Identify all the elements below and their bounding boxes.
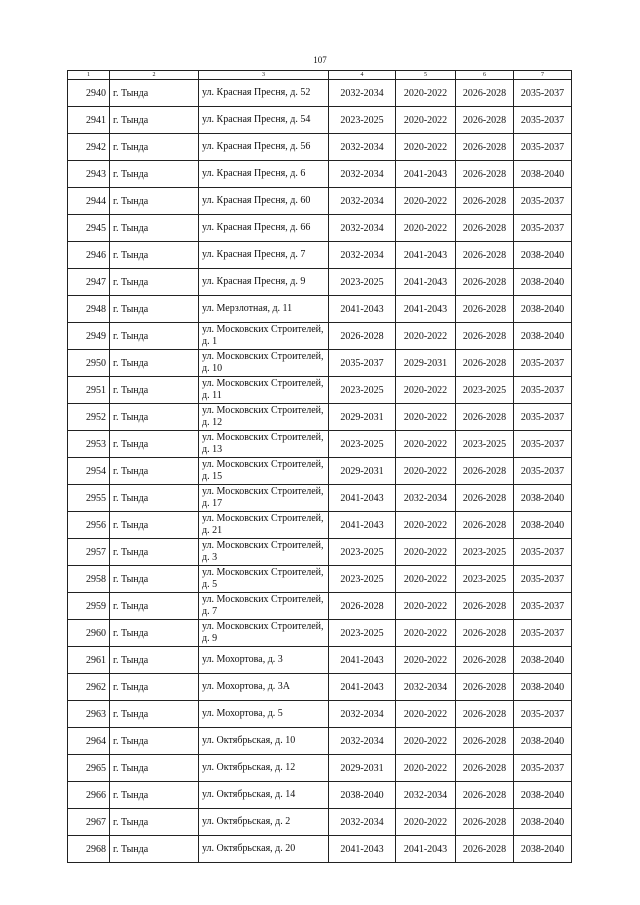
table-row: [68, 404, 572, 431]
period-cell: 2026-2028: [456, 80, 514, 107]
row-number: 2959: [68, 593, 110, 620]
period-cell: 2023-2025: [329, 269, 396, 296]
period-cell: 2038-2040: [514, 647, 572, 674]
address-cell: ул. Красная Пресня, д. 56: [199, 134, 329, 161]
period-cell: 2026-2028: [456, 350, 514, 377]
period-cell: 2026-2028: [456, 809, 514, 836]
table-row: [68, 755, 572, 782]
period-cell: 2041-2043: [396, 836, 456, 863]
column-header: 5: [396, 71, 456, 80]
column-header: 3: [199, 71, 329, 80]
period-cell: 2020-2022: [396, 755, 456, 782]
period-cell: 2029-2031: [329, 458, 396, 485]
period-cell: 2035-2037: [514, 431, 572, 458]
period-cell: 2026-2028: [456, 701, 514, 728]
period-cell: 2032-2034: [329, 242, 396, 269]
city-cell: г. Тында: [110, 701, 199, 728]
city-cell: г. Тында: [110, 269, 199, 296]
period-cell: 2026-2028: [456, 296, 514, 323]
period-cell: 2023-2025: [329, 539, 396, 566]
period-cell: 2035-2037: [514, 701, 572, 728]
address-cell: ул. Красная Пресня, д. 7: [199, 242, 329, 269]
row-number: 2962: [68, 674, 110, 701]
row-number: 2958: [68, 566, 110, 593]
period-cell: 2020-2022: [396, 647, 456, 674]
address-cell: ул. Октябрьская, д. 12: [199, 755, 329, 782]
period-cell: 2023-2025: [456, 566, 514, 593]
city-cell: г. Тында: [110, 161, 199, 188]
period-cell: 2041-2043: [329, 674, 396, 701]
period-cell: 2029-2031: [396, 350, 456, 377]
address-cell: ул. Мохортова, д. 5: [199, 701, 329, 728]
period-cell: 2032-2034: [329, 809, 396, 836]
period-cell: 2035-2037: [514, 620, 572, 647]
period-cell: 2035-2037: [514, 350, 572, 377]
row-number: 2960: [68, 620, 110, 647]
period-cell: 2038-2040: [514, 485, 572, 512]
period-cell: 2026-2028: [456, 134, 514, 161]
row-number: 2954: [68, 458, 110, 485]
city-cell: г. Тында: [110, 620, 199, 647]
period-cell: 2038-2040: [514, 728, 572, 755]
period-cell: 2026-2028: [456, 620, 514, 647]
period-cell: 2026-2028: [456, 242, 514, 269]
table-row: [68, 242, 572, 269]
period-cell: 2026-2028: [329, 593, 396, 620]
city-cell: г. Тында: [110, 323, 199, 350]
city-cell: г. Тында: [110, 593, 199, 620]
row-number: 2952: [68, 404, 110, 431]
period-cell: 2026-2028: [456, 755, 514, 782]
period-cell: 2026-2028: [456, 485, 514, 512]
city-cell: г. Тында: [110, 350, 199, 377]
address-cell: ул. Московских Строителей, д. 13: [199, 431, 329, 458]
period-cell: 2041-2043: [329, 836, 396, 863]
period-cell: 2032-2034: [396, 485, 456, 512]
city-cell: г. Тында: [110, 512, 199, 539]
column-header: 6: [456, 71, 514, 80]
period-cell: 2032-2034: [329, 188, 396, 215]
period-cell: 2035-2037: [329, 350, 396, 377]
period-cell: 2032-2034: [329, 161, 396, 188]
city-cell: г. Тында: [110, 566, 199, 593]
period-cell: 2023-2025: [329, 431, 396, 458]
period-cell: 2020-2022: [396, 80, 456, 107]
period-cell: 2038-2040: [514, 269, 572, 296]
address-cell: ул. Московских Строителей, д. 10: [199, 350, 329, 377]
city-cell: г. Тында: [110, 242, 199, 269]
period-cell: 2032-2034: [329, 728, 396, 755]
period-cell: 2020-2022: [396, 458, 456, 485]
row-number: 2940: [68, 80, 110, 107]
period-cell: 2035-2037: [514, 215, 572, 242]
table-row: [68, 458, 572, 485]
table-row: [68, 836, 572, 863]
period-cell: 2026-2028: [456, 161, 514, 188]
period-cell: 2023-2025: [456, 539, 514, 566]
table-row: [68, 593, 572, 620]
period-cell: 2041-2043: [329, 296, 396, 323]
period-cell: 2041-2043: [396, 296, 456, 323]
period-cell: 2020-2022: [396, 566, 456, 593]
period-cell: 2035-2037: [514, 458, 572, 485]
period-cell: 2026-2028: [456, 323, 514, 350]
row-number: 2947: [68, 269, 110, 296]
period-cell: 2038-2040: [514, 161, 572, 188]
row-number: 2944: [68, 188, 110, 215]
city-cell: г. Тында: [110, 647, 199, 674]
period-cell: 2020-2022: [396, 134, 456, 161]
period-cell: 2041-2043: [329, 647, 396, 674]
period-cell: 2026-2028: [456, 269, 514, 296]
period-cell: 2020-2022: [396, 107, 456, 134]
address-cell: ул. Московских Строителей, д. 3: [199, 539, 329, 566]
period-cell: 2026-2028: [456, 674, 514, 701]
period-cell: 2035-2037: [514, 377, 572, 404]
period-cell: 2020-2022: [396, 188, 456, 215]
period-cell: 2035-2037: [514, 188, 572, 215]
address-cell: ул. Московских Строителей, д. 1: [199, 323, 329, 350]
table-row: [68, 269, 572, 296]
period-cell: 2020-2022: [396, 593, 456, 620]
table-row: [68, 107, 572, 134]
city-cell: г. Тында: [110, 809, 199, 836]
period-cell: 2035-2037: [514, 134, 572, 161]
period-cell: 2032-2034: [329, 701, 396, 728]
period-cell: 2026-2028: [329, 323, 396, 350]
table-row: [68, 566, 572, 593]
period-cell: 2029-2031: [329, 755, 396, 782]
city-cell: г. Тында: [110, 755, 199, 782]
period-cell: 2026-2028: [456, 782, 514, 809]
row-number: 2953: [68, 431, 110, 458]
column-header: 1: [68, 71, 110, 80]
table-row: [68, 134, 572, 161]
period-cell: 2041-2043: [396, 242, 456, 269]
address-cell: ул. Красная Пресня, д. 54: [199, 107, 329, 134]
period-cell: 2032-2034: [329, 215, 396, 242]
table-row: [68, 728, 572, 755]
city-cell: г. Тында: [110, 107, 199, 134]
row-number: 2950: [68, 350, 110, 377]
city-cell: г. Тында: [110, 404, 199, 431]
table-row: [68, 620, 572, 647]
address-cell: ул. Мерзлотная, д. 11: [199, 296, 329, 323]
address-cell: ул. Красная Пресня, д. 9: [199, 269, 329, 296]
period-cell: 2023-2025: [329, 377, 396, 404]
row-number: 2946: [68, 242, 110, 269]
period-cell: 2026-2028: [456, 404, 514, 431]
period-cell: 2026-2028: [456, 647, 514, 674]
address-cell: ул. Московских Строителей, д. 9: [199, 620, 329, 647]
address-cell: ул. Мохортова, д. 3А: [199, 674, 329, 701]
table-row: [68, 350, 572, 377]
city-cell: г. Тында: [110, 458, 199, 485]
table-row: [68, 782, 572, 809]
address-cell: ул. Красная Пресня, д. 60: [199, 188, 329, 215]
table-row: [68, 647, 572, 674]
table-row: [68, 215, 572, 242]
table-row: [68, 539, 572, 566]
period-cell: 2038-2040: [514, 512, 572, 539]
city-cell: г. Тында: [110, 485, 199, 512]
address-cell: ул. Московских Строителей, д. 21: [199, 512, 329, 539]
period-cell: 2026-2028: [456, 593, 514, 620]
address-cell: ул. Московских Строителей, д. 7: [199, 593, 329, 620]
address-cell: ул. Октябрьская, д. 2: [199, 809, 329, 836]
column-header: 4: [329, 71, 396, 80]
period-cell: 2026-2028: [456, 215, 514, 242]
address-cell: ул. Мохортова, д. 3: [199, 647, 329, 674]
period-cell: 2038-2040: [514, 296, 572, 323]
address-cell: ул. Красная Пресня, д. 6: [199, 161, 329, 188]
address-cell: ул. Красная Пресня, д. 52: [199, 80, 329, 107]
table-row: [68, 701, 572, 728]
period-cell: 2023-2025: [456, 431, 514, 458]
row-number: 2941: [68, 107, 110, 134]
row-number: 2965: [68, 755, 110, 782]
period-cell: 2020-2022: [396, 620, 456, 647]
address-cell: ул. Московских Строителей, д. 12: [199, 404, 329, 431]
city-cell: г. Тында: [110, 782, 199, 809]
table-row: [68, 188, 572, 215]
period-cell: 2023-2025: [456, 377, 514, 404]
period-cell: 2020-2022: [396, 539, 456, 566]
table-row: [68, 80, 572, 107]
row-number: 2942: [68, 134, 110, 161]
city-cell: г. Тында: [110, 188, 199, 215]
city-cell: г. Тында: [110, 377, 199, 404]
table-row: [68, 809, 572, 836]
city-cell: г. Тында: [110, 674, 199, 701]
period-cell: 2023-2025: [329, 566, 396, 593]
period-cell: 2035-2037: [514, 593, 572, 620]
period-cell: 2032-2034: [396, 782, 456, 809]
address-cell: ул. Октябрьская, д. 20: [199, 836, 329, 863]
period-cell: 2035-2037: [514, 755, 572, 782]
row-number: 2968: [68, 836, 110, 863]
city-cell: г. Тында: [110, 539, 199, 566]
period-cell: 2020-2022: [396, 431, 456, 458]
period-cell: 2038-2040: [514, 782, 572, 809]
period-cell: 2035-2037: [514, 539, 572, 566]
table-row: [68, 485, 572, 512]
table-row: [68, 512, 572, 539]
address-cell: ул. Московских Строителей, д. 17: [199, 485, 329, 512]
period-cell: 2020-2022: [396, 701, 456, 728]
city-cell: г. Тында: [110, 80, 199, 107]
row-number: 2949: [68, 323, 110, 350]
table-body: [68, 80, 572, 863]
period-cell: 2020-2022: [396, 728, 456, 755]
address-cell: ул. Московских Строителей, д. 5: [199, 566, 329, 593]
address-cell: ул. Красная Пресня, д. 66: [199, 215, 329, 242]
period-cell: 2038-2040: [514, 674, 572, 701]
column-number-row: [68, 71, 572, 80]
period-cell: 2041-2043: [329, 512, 396, 539]
row-number: 2963: [68, 701, 110, 728]
row-number: 2964: [68, 728, 110, 755]
period-cell: 2038-2040: [514, 323, 572, 350]
table-row: [68, 674, 572, 701]
period-cell: 2020-2022: [396, 809, 456, 836]
row-number: 2955: [68, 485, 110, 512]
column-header: 7: [514, 71, 572, 80]
period-cell: 2023-2025: [329, 620, 396, 647]
period-cell: 2020-2022: [396, 377, 456, 404]
address-cell: ул. Октябрьская, д. 14: [199, 782, 329, 809]
period-cell: 2041-2043: [396, 269, 456, 296]
city-cell: г. Тында: [110, 215, 199, 242]
row-number: 2961: [68, 647, 110, 674]
period-cell: 2026-2028: [456, 728, 514, 755]
period-cell: 2035-2037: [514, 404, 572, 431]
period-cell: 2029-2031: [329, 404, 396, 431]
period-cell: 2038-2040: [514, 242, 572, 269]
period-cell: 2032-2034: [329, 80, 396, 107]
row-number: 2966: [68, 782, 110, 809]
table-row: [68, 296, 572, 323]
period-cell: 2038-2040: [329, 782, 396, 809]
row-number: 2951: [68, 377, 110, 404]
period-cell: 2032-2034: [396, 674, 456, 701]
column-header: 2: [110, 71, 199, 80]
period-cell: 2041-2043: [329, 485, 396, 512]
address-cell: ул. Октябрьская, д. 10: [199, 728, 329, 755]
period-cell: 2020-2022: [396, 215, 456, 242]
city-cell: г. Тында: [110, 728, 199, 755]
row-number: 2948: [68, 296, 110, 323]
city-cell: г. Тында: [110, 836, 199, 863]
row-number: 2967: [68, 809, 110, 836]
period-cell: 2020-2022: [396, 323, 456, 350]
table-row: [68, 161, 572, 188]
period-cell: 2041-2043: [396, 161, 456, 188]
period-cell: 2038-2040: [514, 836, 572, 863]
period-cell: 2035-2037: [514, 566, 572, 593]
city-cell: г. Тында: [110, 431, 199, 458]
period-cell: 2026-2028: [456, 458, 514, 485]
table-row: [68, 323, 572, 350]
period-cell: 2026-2028: [456, 512, 514, 539]
period-cell: 2020-2022: [396, 512, 456, 539]
address-cell: ул. Московских Строителей, д. 15: [199, 458, 329, 485]
address-cell: ул. Московских Строителей, д. 11: [199, 377, 329, 404]
table-row: [68, 431, 572, 458]
period-cell: 2020-2022: [396, 404, 456, 431]
city-cell: г. Тында: [110, 134, 199, 161]
city-cell: г. Тында: [110, 296, 199, 323]
table-row: [68, 377, 572, 404]
registry-table: [67, 70, 572, 863]
row-number: 2957: [68, 539, 110, 566]
period-cell: 2023-2025: [329, 107, 396, 134]
period-cell: 2026-2028: [456, 107, 514, 134]
row-number: 2943: [68, 161, 110, 188]
row-number: 2956: [68, 512, 110, 539]
page-number: 107: [313, 55, 327, 65]
period-cell: 2026-2028: [456, 836, 514, 863]
period-cell: 2035-2037: [514, 80, 572, 107]
period-cell: 2035-2037: [514, 107, 572, 134]
period-cell: 2038-2040: [514, 809, 572, 836]
period-cell: 2032-2034: [329, 134, 396, 161]
period-cell: 2026-2028: [456, 188, 514, 215]
row-number: 2945: [68, 215, 110, 242]
